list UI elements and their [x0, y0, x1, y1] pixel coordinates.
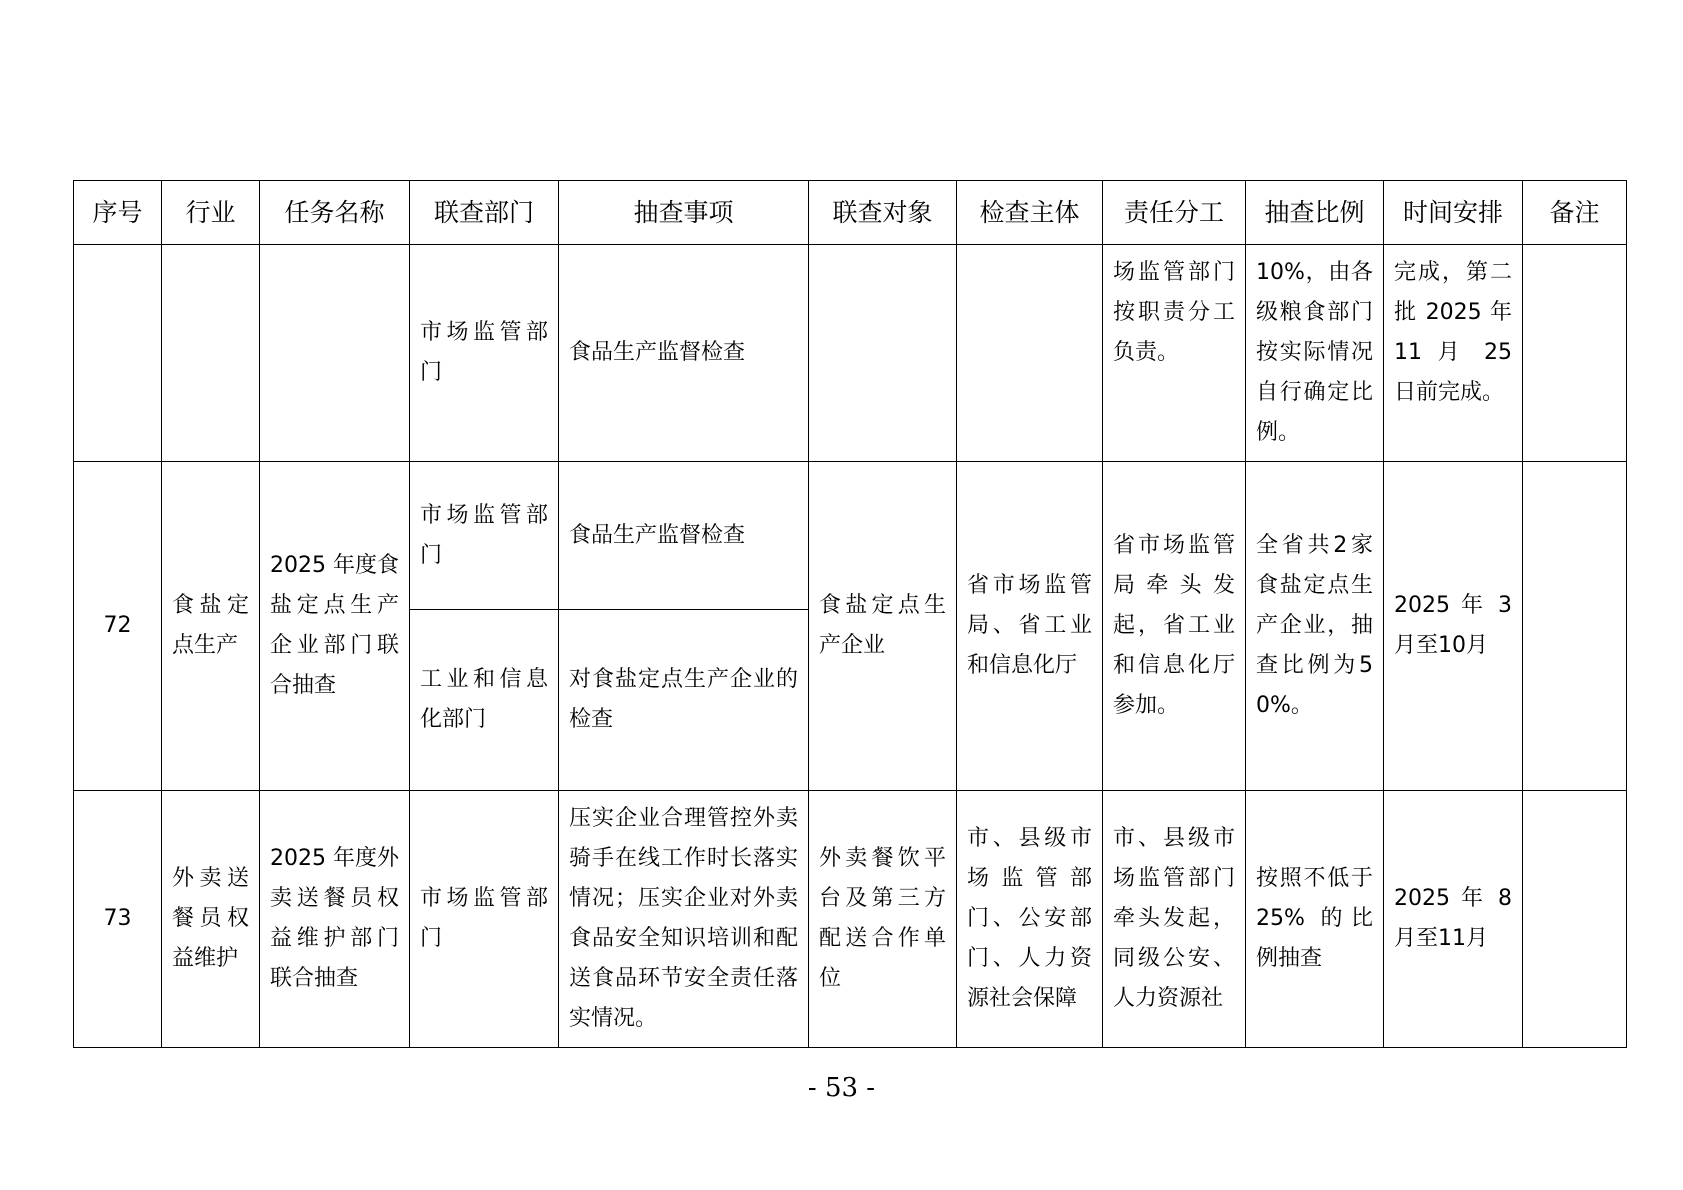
cell-ratio: 按照不低于 25% 的比例抽查	[1246, 791, 1384, 1048]
cell-number: 73	[74, 791, 162, 1048]
cell-department: 市场监管部门	[410, 791, 559, 1048]
cell-empty	[1523, 791, 1627, 1048]
cell-item: 对食盐定点生产企业的检查	[559, 610, 809, 791]
header-cell: 备注	[1523, 181, 1627, 245]
page-number: - 53 -	[807, 1073, 876, 1103]
cell-responsibility: 场监管部门按职责分工负责。	[1103, 245, 1246, 462]
header-cell: 抽查比例	[1246, 181, 1384, 245]
cell-target: 食盐定点生产企业	[809, 462, 957, 791]
cell-empty	[1523, 245, 1627, 462]
cell-empty	[1523, 462, 1627, 791]
header-cell: 检查主体	[957, 181, 1103, 245]
cell-schedule: 2025 年 3 月至10月	[1384, 462, 1523, 791]
header-cell: 联查部门	[410, 181, 559, 245]
cell-target: 外卖餐饮平台及第三方配送合作单位	[809, 791, 957, 1048]
cell-task: 2025 年度食盐定点生产企业部门联合抽查	[260, 462, 410, 791]
cell-ratio: 10%，由各级粮食部门按实际情况自行确定比例。	[1246, 245, 1384, 462]
cell-subject: 市、县级市场监管部门、公安部门、人力资源社会保障	[957, 791, 1103, 1048]
cell-responsibility: 市、县级市场监管部门牵头发起，同级公安、人力资源社	[1103, 791, 1246, 1048]
cell-empty	[74, 245, 162, 462]
cell-department: 市场监管部门	[410, 245, 559, 462]
cell-empty	[957, 245, 1103, 462]
cell-industry: 食盐定点生产	[162, 462, 260, 791]
cell-schedule: 2025 年 8 月至11月	[1384, 791, 1523, 1048]
table-row	[74, 462, 1627, 610]
cell-empty	[260, 245, 410, 462]
cell-number: 72	[74, 462, 162, 791]
cell-industry: 外卖送餐员权益维护	[162, 791, 260, 1048]
cell-item: 食品生产监督检查	[559, 245, 809, 462]
cell-responsibility: 省市场监管局牵头发起，省工业和信息化厅参加。	[1103, 462, 1246, 791]
table-row	[74, 791, 1627, 1048]
cell-task: 2025 年度外卖送餐员权益维护部门联合抽查	[260, 791, 410, 1048]
cell-department: 工业和信息化部门	[410, 610, 559, 791]
table-row	[74, 245, 1627, 462]
cell-subject: 省市场监管局、省工业和信息化厅	[957, 462, 1103, 791]
header-cell: 行业	[162, 181, 260, 245]
cell-department: 市场监管部门	[410, 462, 559, 610]
cell-empty	[162, 245, 260, 462]
header-cell: 抽查事项	[559, 181, 809, 245]
inspection-table	[73, 180, 1627, 1048]
cell-item: 食品生产监督检查	[559, 462, 809, 610]
cell-schedule: 完成，第二批 2025 年 11 月 25 日前完成。	[1384, 245, 1523, 462]
cell-item: 压实企业合理管控外卖骑手在线工作时长落实情况；压实企业对外卖食品安全知识培训和配送食品环节安全责任落实情况。	[559, 791, 809, 1048]
header-cell: 联查对象	[809, 181, 957, 245]
cell-ratio: 全省共2家食盐定点生产企业，抽查比例为50%。	[1246, 462, 1384, 791]
cell-empty	[809, 245, 957, 462]
header-cell: 任务名称	[260, 181, 410, 245]
header-cell: 时间安排	[1384, 181, 1523, 245]
header-cell: 责任分工	[1103, 181, 1246, 245]
header-row	[74, 181, 1627, 245]
header-cell: 序号	[74, 181, 162, 245]
